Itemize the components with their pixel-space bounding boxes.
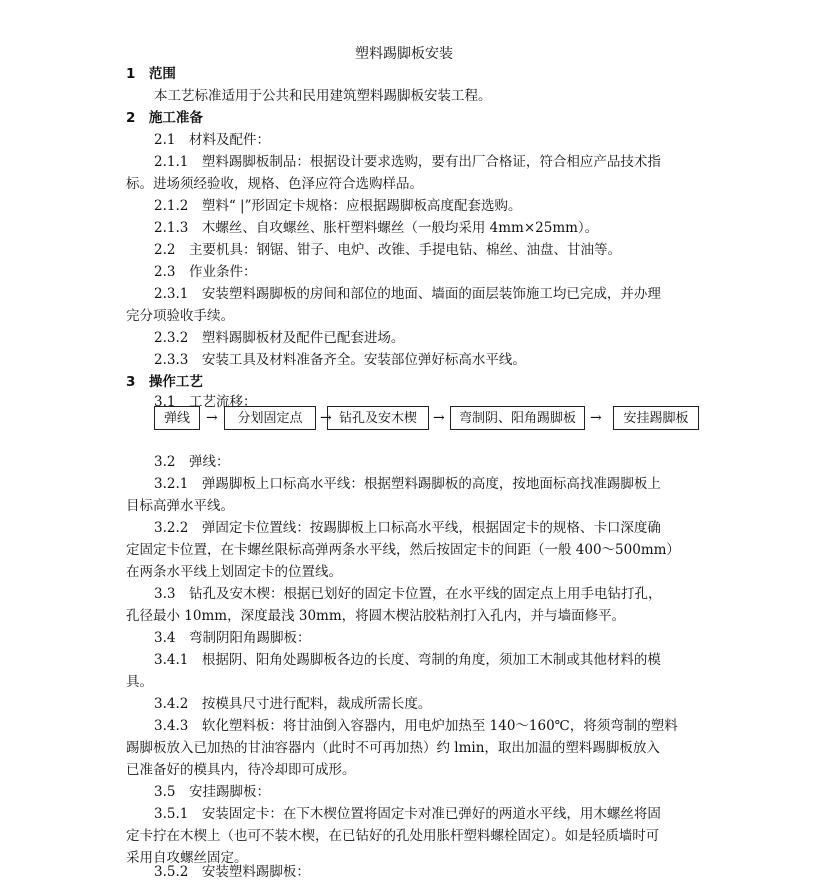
paragraph-line: 3.4.3 软化塑料板：将甘油倒入容器内，用电炉加热至 140～160℃，将须弯制的塑料 [154,718,678,734]
paragraph-line: 定固定卡位置，在卡螺丝限标高弹两条水平线，然后按固定卡的间距（一般 400～500mm） [126,542,680,558]
document-title: 塑料踢脚板安装 [355,46,453,62]
subsection-heading: 3.5 安挂踢脚板： [154,784,270,800]
flow-arrow-icon: → [590,410,602,426]
paragraph-line: 目标高弹水平线。 [126,498,234,514]
paragraph-line: 具。 [126,674,153,690]
paragraph-line: 已准备好的模具内，待冷却即可成形。 [126,762,356,778]
paragraph-line: 本工艺标准适用于公共和民用建筑塑料踢脚板安装工程。 [154,88,492,104]
paragraph-line: 定卡拧在木楔上（也可不装木楔，在已钻好的孔处用胀杆塑料螺栓固定）。如是轻质墙时可 [126,828,660,844]
paragraph-line: 2.3.1 安装塑料踢脚板的房间和部位的地面、墙面的面层装饰施工均已完成，并办理 [154,286,661,302]
paragraph-line: 孔径最小 10mm，深度最浅 30mm，将圆木楔沾胶粘剂打入孔内，并与墙面修平。 [126,608,626,624]
flow-step-box: 分划固定点 [224,406,316,430]
paragraph-line: 标。进场须经验收，规格、色泽应符合选购样品。 [126,176,423,192]
flow-arrow-icon: → [320,410,332,426]
paragraph-line: 3.4.1 根据阴、阳角处踢脚板各边的长度、弯制的角度，须加工木制或其他材料的模 [154,652,661,668]
paragraph-line: 3.5.1 安装固定卡：在下木楔位置将固定卡对准已弹好的两道水平线，用木螺丝将固 [154,806,661,822]
section-1-heading: 1 范围 [126,66,176,82]
paragraph-line: 2.1.1 塑料踢脚板制品：根据设计要求选购，要有出厂合格证，符合相应产品技术指 [154,154,661,170]
section-3-heading: 3 操作工艺 [126,374,203,390]
subsection-heading: 3.4 弯制阴阳角踢脚板： [154,630,311,646]
paragraph-line: 3.4.2 按模具尺寸进行配料，裁成所需长度。 [154,696,432,712]
flow-step-box: 钻孔及安木楔 [327,406,429,430]
paragraph-line: 采用自攻螺丝固定。 [126,850,248,866]
paragraph-line: 3.2.1 弹踢脚板上口标高水平线：根据塑料踢脚板的高度，按地面标高找准踢脚板上 [154,476,661,492]
section-2-heading: 2 施工准备 [126,110,203,126]
paragraph-line: 2.1.2 塑料“ |”形固定卡规格：应根据踢脚板高度配套选购。 [154,198,522,214]
subsection-heading: 3.2 弹线： [154,454,230,470]
flow-arrow-icon: → [433,410,445,426]
paragraph-line: 完分项验收手续。 [126,308,234,324]
paragraph-line: 3.3 钻孔及安木楔：根据已划好的固定卡位置，在水平线的固定点上用手电钻打孔， [154,586,662,602]
paragraph-line: 2.3.2 塑料踢脚板材及配件已配套进场。 [154,330,405,346]
subsection-heading: 3.1 工艺流移： [154,394,257,410]
paragraph-line: 3.5.2 安装塑料踢脚板： [154,864,310,880]
paragraph-line: 3.2.2 弹固定卡位置线：按踢脚板上口标高水平线，根据固定卡的规格、卡口深度确 [154,520,661,536]
paragraph-line: 2.3.3 安装工具及材料准备齐全。安装部位弹好标高水平线。 [154,352,526,368]
flow-arrow-icon: → [206,410,218,426]
paragraph-line: 2.2 主要机具：钢锯、钳子、电炉、改锥、手提电钻、棉丝、油盘、甘油等。 [154,242,621,258]
flow-step-box: 安挂踢脚板 [613,406,699,430]
paragraph-line: 踢脚板放入已加热的甘油容器内（此时不可再加热）约 lmin，取出加温的塑料踢脚板放入 [126,740,660,756]
paragraph-line: 在两条水平线上划固定卡的位置线。 [126,564,342,580]
subsection-heading: 2.1 材料及配件： [154,132,270,148]
subsection-heading: 2.3 作业条件： [154,264,257,280]
paragraph-line: 2.1.3 木螺丝、自攻螺丝、胀杆塑料螺丝（一般均采用 4mm×25mm）。 [154,220,599,236]
flow-step-box: 弯制阴、阳角踢脚板 [450,406,585,430]
flow-step-box: 弹线 [154,406,200,430]
